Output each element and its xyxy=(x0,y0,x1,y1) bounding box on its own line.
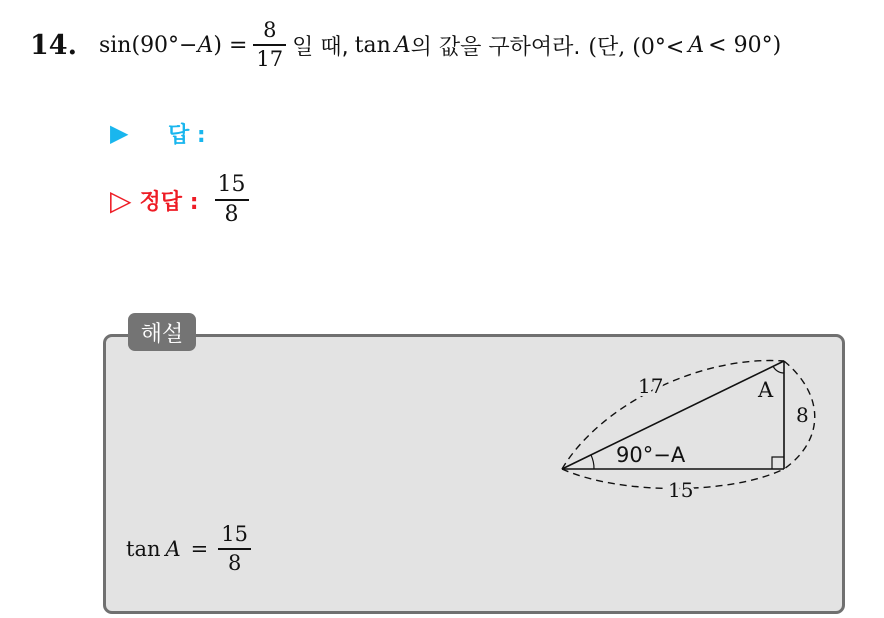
correct-fraction-numerator: 15 xyxy=(217,172,246,198)
problem-condition-var: A xyxy=(688,32,705,58)
label-base: 15 xyxy=(668,478,694,502)
angle-left-arc xyxy=(591,455,594,469)
formula-tan: tan xyxy=(126,537,161,561)
label-angle-left: 90°−A xyxy=(616,443,686,467)
answer-label: 답 : xyxy=(168,122,206,148)
expr-var-a: A xyxy=(197,32,214,58)
problem-fraction-numerator: 8 xyxy=(263,18,277,43)
formula-equals: = xyxy=(190,537,209,561)
formula-fraction-denominator: 8 xyxy=(227,550,242,575)
angle-top-arc xyxy=(773,366,784,373)
problem-tan-var: A xyxy=(394,32,411,58)
expr-close: ) = xyxy=(213,32,248,58)
correct-fraction xyxy=(215,174,249,226)
problem-fraction xyxy=(253,20,286,70)
label-angle-top: A xyxy=(758,378,774,402)
explanation-tag: 해설 xyxy=(128,313,196,351)
problem-tan: tan xyxy=(354,32,391,58)
right-angle-mark xyxy=(772,457,784,469)
answer-input[interactable] xyxy=(216,120,336,146)
problem-condition-close: < 90°) xyxy=(708,32,782,58)
label-vertical: 8 xyxy=(796,403,809,427)
explanation-formula xyxy=(126,516,251,582)
correct-marker-icon: ▷ xyxy=(110,183,132,217)
problem-number: 14. xyxy=(30,29,77,61)
problem-text-mid: 일 때, xyxy=(292,34,349,60)
problem-line xyxy=(30,16,781,74)
formula-var-a: A xyxy=(165,537,181,561)
answer-marker-icon: ▶ xyxy=(110,119,129,147)
label-hypotenuse: 17 xyxy=(638,374,664,398)
expr-prefix: sin(90°− xyxy=(98,32,198,58)
answer-row xyxy=(110,118,336,148)
formula-fraction xyxy=(218,524,251,574)
problem-text-after: 의 값을 구하여라. xyxy=(410,34,581,60)
problem-fraction-denominator: 17 xyxy=(256,46,284,71)
problem-expression xyxy=(99,33,247,58)
correct-label: 정답 : xyxy=(139,189,199,215)
formula-fraction-numerator: 15 xyxy=(221,522,248,547)
problem-condition-open: (단, (0°< xyxy=(588,34,685,60)
triangle-diagram xyxy=(540,345,830,505)
correct-fraction-denominator: 8 xyxy=(224,201,239,227)
correct-answer-row xyxy=(110,168,249,232)
